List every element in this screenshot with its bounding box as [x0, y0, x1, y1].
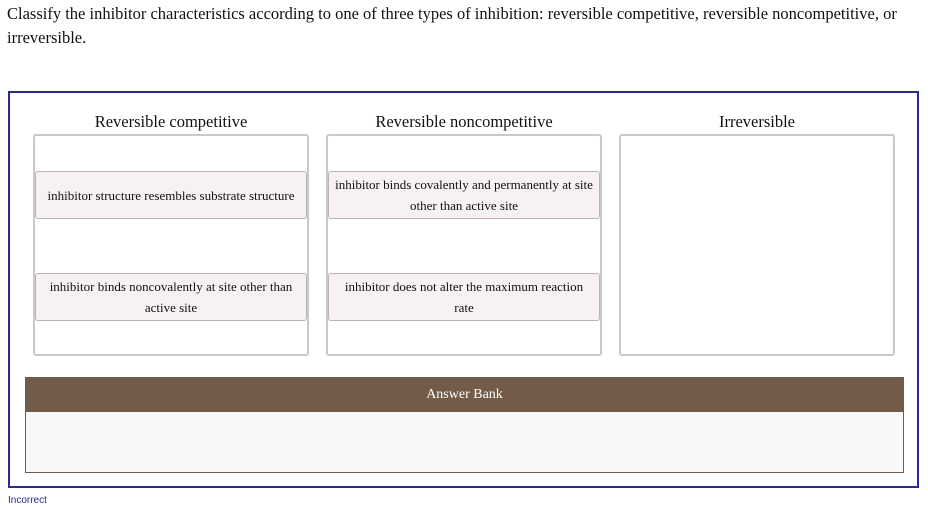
answer-bank-area[interactable] [25, 412, 904, 473]
classification-frame [8, 91, 919, 488]
answer-card-label: inhibitor structure resembles substrate structure [47, 187, 295, 203]
column-title-irreversible: Irreversible [718, 112, 796, 131]
bin-irreversible[interactable] [619, 134, 895, 356]
answer-bank-header: Answer Bank [25, 377, 904, 412]
answer-card-label: inhibitor does not alter the maximum reaction rate [344, 279, 584, 315]
answer-card[interactable] [328, 171, 600, 219]
bin-reversible-noncompetitive[interactable] [326, 134, 602, 356]
answer-card-label: inhibitor binds noncovalently at site other than active site [49, 279, 293, 315]
question-text: Classify the inhibitor characteristics according to one of three types of inhibition: reversible competitive, reversible noncompetitive, or irreversible. [7, 4, 897, 47]
column-title-reversible-competitive: Reversible competitive [94, 112, 248, 131]
column-title-reversible-noncompetitive: Reversible noncompetitive [375, 112, 553, 131]
answer-card-label: inhibitor binds covalently and permanently at site other than active site [335, 177, 593, 213]
answer-card[interactable] [328, 273, 600, 321]
bin-reversible-competitive[interactable] [33, 134, 309, 356]
status-incorrect: Incorrect [8, 495, 47, 506]
answer-card[interactable] [35, 171, 307, 219]
answer-card[interactable] [35, 273, 307, 321]
